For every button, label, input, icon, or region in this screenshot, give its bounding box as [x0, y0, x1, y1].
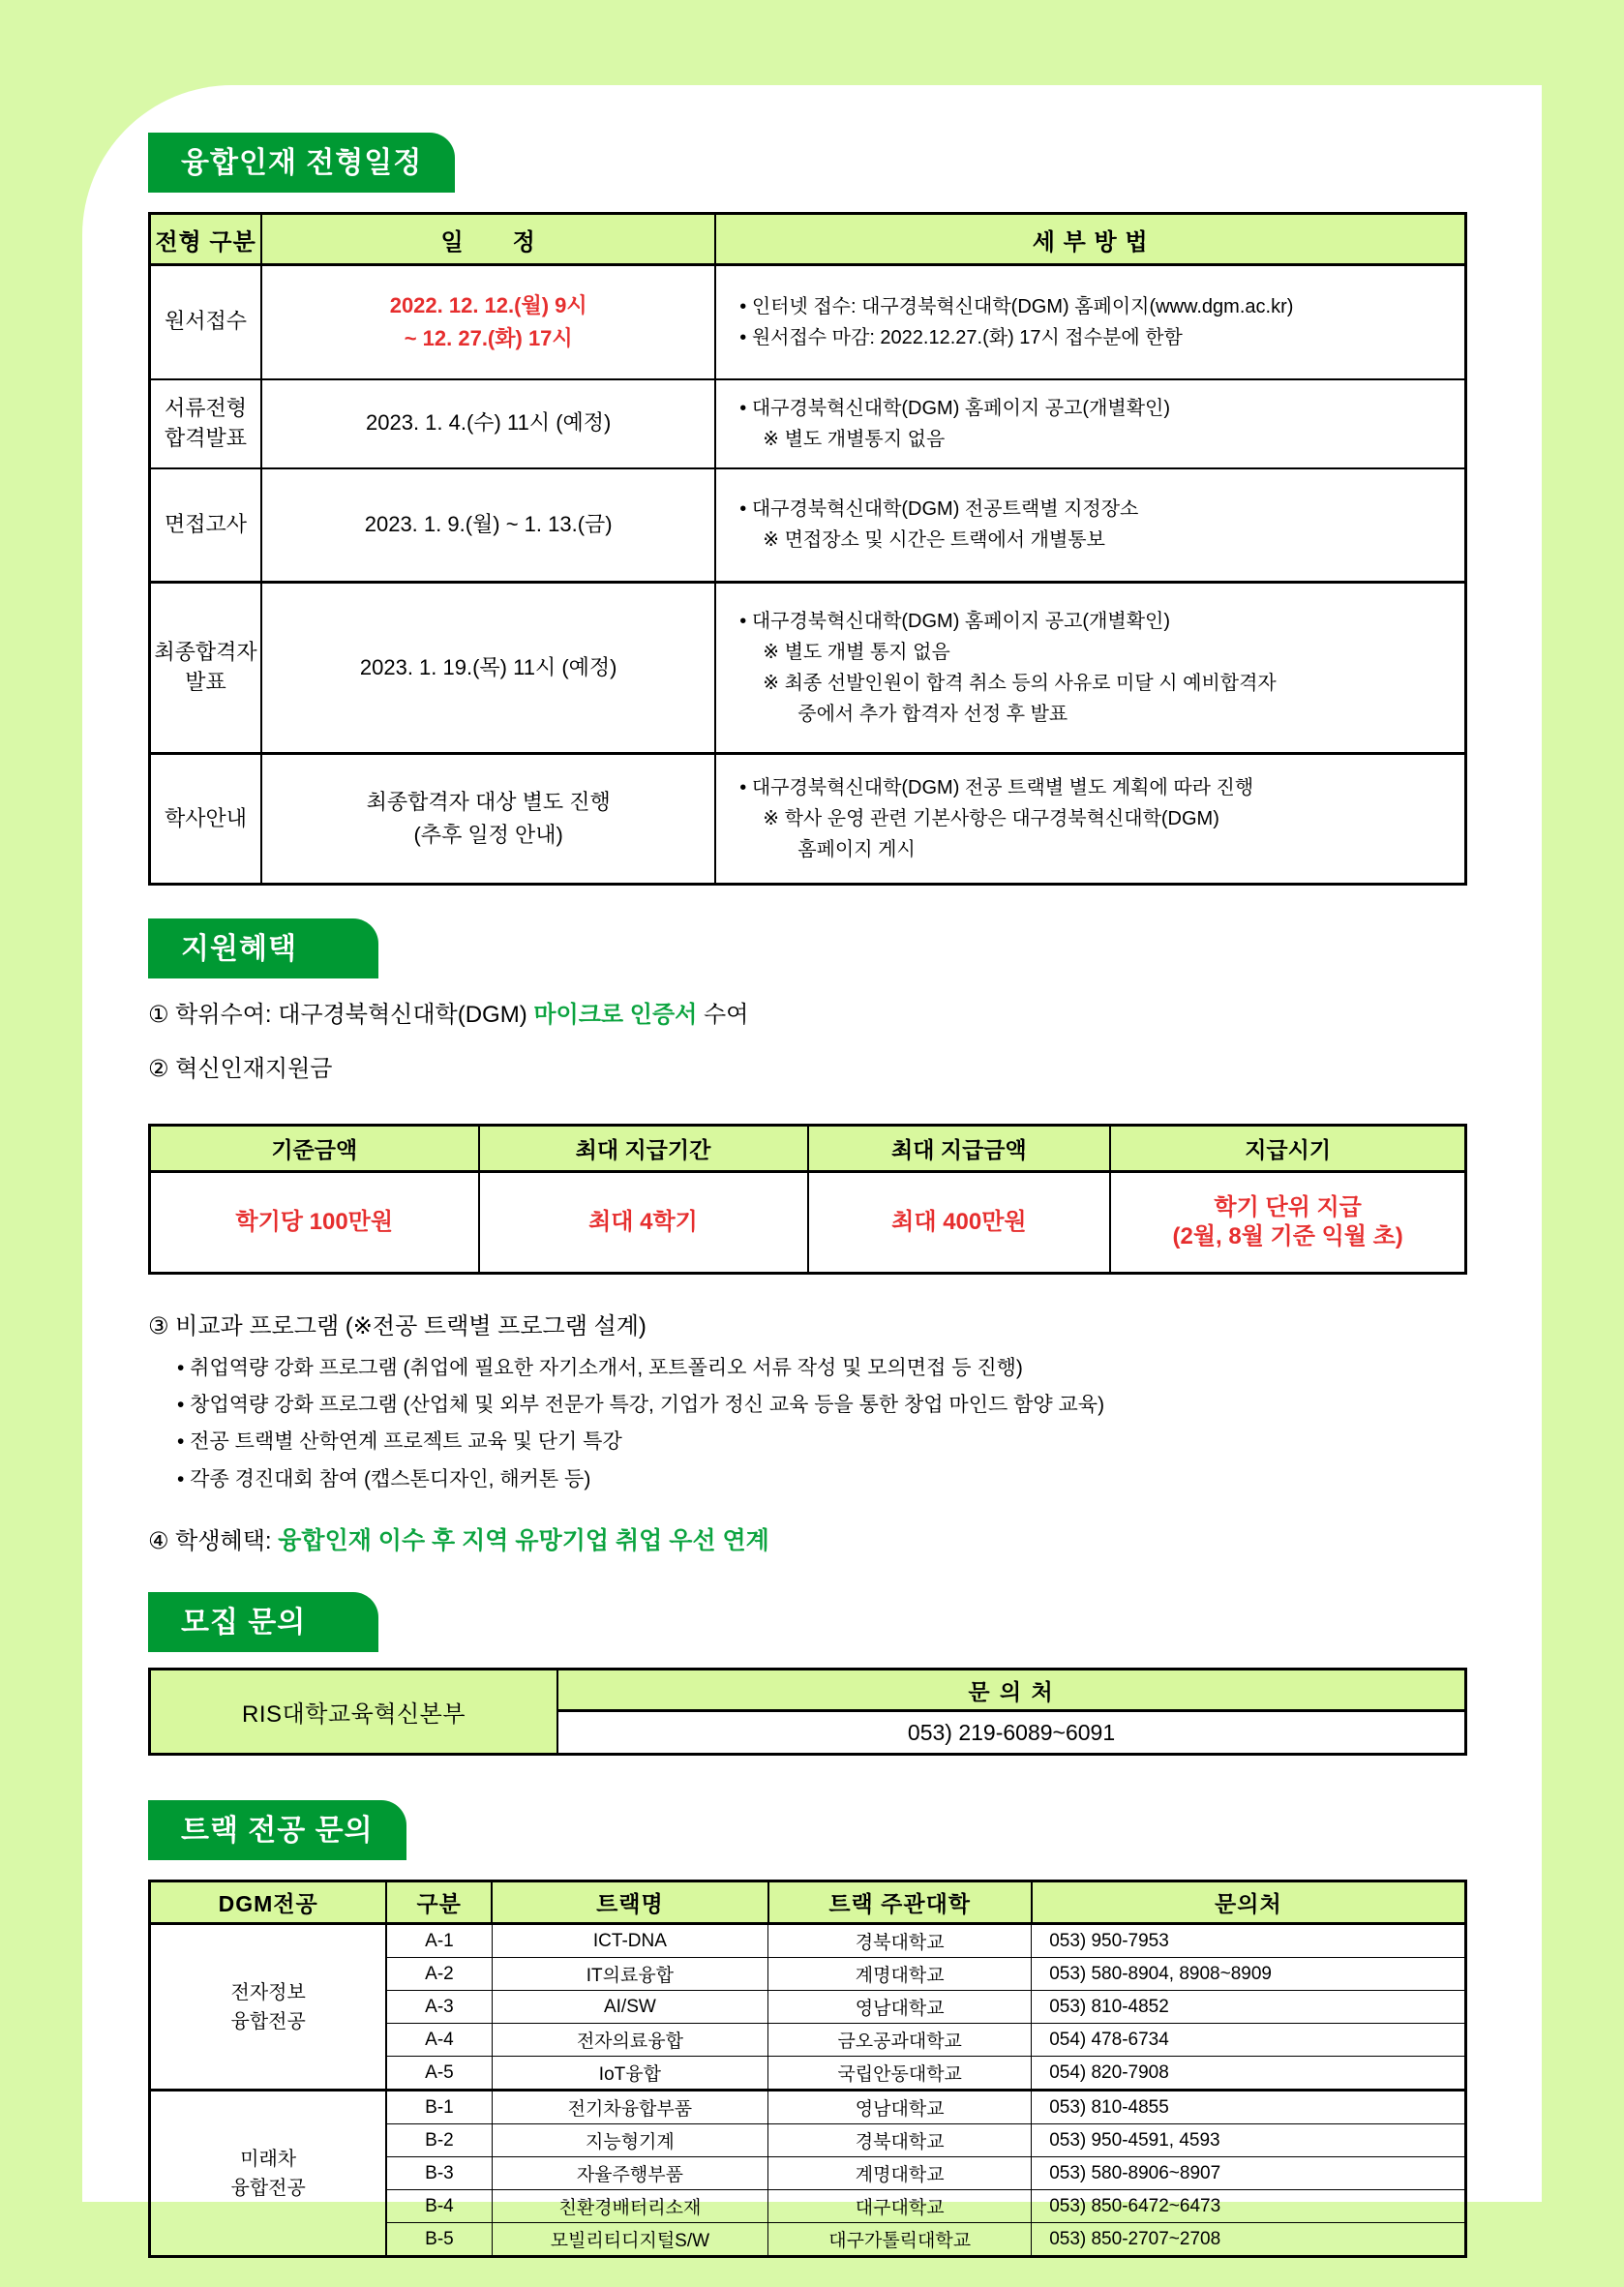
contact-phone-cell: 053) 219-6089~6091	[557, 1711, 1465, 1755]
schedule-detail-line: • 대구경북혁신대학(DGM) 홈페이지 공고(개별확인)	[739, 397, 1171, 419]
benefit-value-line: 최대 4학기	[588, 1209, 698, 1235]
tracks-header-4: 문의처	[1032, 1881, 1466, 1924]
tracks-name-cell: IT의료융합	[492, 1958, 768, 1991]
table-row	[150, 2091, 1466, 2124]
tracks-name-cell: 전기차융합부품	[492, 2091, 768, 2124]
tracks-univ-cell: 대구대학교	[768, 2190, 1032, 2223]
benefit-item-program: ③ 비교과 프로그램 (※전공 트랙별 프로그램 설계)	[148, 1313, 647, 1339]
contact-table	[148, 1668, 1467, 1756]
benefit-body	[150, 1172, 1466, 1274]
tracks-code-cell: A-5	[386, 2057, 492, 2091]
tracks-code-cell: A-3	[386, 1991, 492, 2024]
table-row	[150, 583, 1466, 754]
tracks-body	[150, 1924, 1466, 2257]
content-panel	[82, 85, 1542, 2252]
schedule-category-line: 발표	[185, 670, 226, 694]
tracks-name-cell: IoT융합	[492, 2057, 768, 2091]
schedule-date-line: 최종합격자 대상 별도 진행	[366, 789, 611, 814]
tracks-major-line: 융합전공	[230, 2177, 306, 2199]
benefit-item-degree-highlight: 마이크로 인증서	[533, 1002, 698, 1028]
tracks-phone-cell: 053) 810-4852	[1032, 1991, 1466, 2024]
benefit-item-fund: ② 혁신인재지원금	[148, 1056, 333, 1082]
benefit-value-line: 학기 단위 지급	[1214, 1194, 1362, 1220]
tracks-univ-cell: 영남대학교	[768, 1991, 1032, 2024]
section-badge-benefits: 지원혜택	[148, 918, 378, 978]
tracks-name-cell: ICT-DNA	[492, 1924, 768, 1958]
program-bullet: • 창업역량 강화 프로그램 (산업체 및 외부 전문가 특강, 기업가 정신 교육 등을 통한 창업 마인드 함양 교육)	[177, 1394, 1105, 1417]
schedule-date-line: (추후 일정 안내)	[413, 823, 563, 847]
benefit-item-student	[148, 1523, 1467, 1560]
schedule-header-row	[150, 214, 1466, 265]
table-row	[150, 754, 1466, 885]
tracks-major-line: 전자정보	[230, 1981, 306, 2003]
benefit-value-cell-3	[1110, 1172, 1465, 1274]
schedule-date-cell	[261, 754, 715, 885]
benefit-item-student-prefix: ④ 학생혜택:	[148, 1527, 279, 1554]
table-row	[150, 379, 1466, 468]
program-bullet-list	[148, 1350, 1467, 1498]
tracks-code-cell: B-3	[386, 2157, 492, 2190]
schedule-category-line: 원서접수	[165, 309, 248, 334]
schedule-category-cell	[150, 468, 262, 583]
benefit-header-3: 지급시기	[1110, 1126, 1465, 1172]
schedule-detail-line: 중에서 추가 합격자 선정 후 발표	[797, 704, 1068, 725]
tracks-header-row	[150, 1881, 1466, 1924]
tracks-univ-cell: 금오공과대학교	[768, 2024, 1032, 2057]
schedule-detail-line: • 인터넷 접수: 대구경북혁신대학(DGM) 홈페이지(www.dgm.ac.kr)	[739, 295, 1294, 317]
tracks-major-cell	[150, 1924, 387, 2091]
tracks-major-cell	[150, 2091, 387, 2257]
benefit-item-student-highlight: 융합인재 이수 후 지역 유망기업 취업 우선 연계	[278, 1526, 769, 1554]
table-row	[150, 265, 1466, 379]
content-area	[148, 85, 1467, 2258]
schedule-detail-line: ※ 학사 운영 관련 기본사항은 대구경북혁신대학(DGM)	[763, 808, 1219, 829]
tracks-code-cell: A-2	[386, 1958, 492, 1991]
tracks-code-cell: B-2	[386, 2124, 492, 2157]
tracks-header-1: 구분	[386, 1881, 492, 1924]
schedule-header-2: 세 부 방 법	[715, 214, 1465, 265]
tracks-phone-cell: 053) 580-8906~8907	[1032, 2157, 1466, 2190]
schedule-detail-line: • 대구경북혁신대학(DGM) 전공트랙별 지정장소	[739, 498, 1139, 521]
benefit-value-line: 학기당 100만원	[235, 1209, 394, 1235]
schedule-detail-line: ※ 별도 개별 통지 없음	[763, 642, 950, 663]
table-row	[150, 1924, 1466, 1958]
benefit-item-degree-prefix: ① 학위수여: 대구경북혁신대학(DGM)	[148, 1002, 534, 1028]
tracks-univ-cell: 계명대학교	[768, 1958, 1032, 1991]
program-bullet: • 각종 경진대회 참여 (캡스톤디자인, 해커톤 등)	[177, 1467, 591, 1490]
benefit-value-line: 최대 400만원	[891, 1209, 1027, 1235]
benefit-header-row	[150, 1126, 1466, 1172]
tracks-phone-cell: 053) 950-7953	[1032, 1924, 1466, 1958]
schedule-header-0: 전형 구분	[150, 214, 262, 265]
tracks-univ-cell: 경북대학교	[768, 2124, 1032, 2157]
benefit-header-0: 기준금액	[150, 1126, 479, 1172]
schedule-detail-cell	[715, 379, 1465, 468]
schedule-date-line: 2023. 1. 4.(수) 11시 (예정)	[366, 410, 612, 436]
tracks-univ-cell: 영남대학교	[768, 2091, 1032, 2124]
schedule-category-line: 합격발표	[165, 425, 248, 450]
benefit-item-degree	[148, 998, 1467, 1033]
tracks-name-cell: 친환경배터리소재	[492, 2190, 768, 2223]
tracks-name-cell: 모빌리티디지털S/W	[492, 2223, 768, 2257]
table-row	[150, 1172, 1466, 1274]
schedule-category-cell	[150, 265, 262, 379]
tracks-phone-cell: 054) 478-6734	[1032, 2024, 1466, 2057]
schedule-detail-cell	[715, 583, 1465, 754]
tracks-name-cell: 자율주행부품	[492, 2157, 768, 2190]
section-badge-schedule: 융합인재 전형일정	[148, 133, 455, 193]
benefit-value-cell-2	[808, 1172, 1111, 1274]
schedule-date-line: 2022. 12. 12.(월) 9시	[389, 292, 587, 317]
tracks-phone-cell: 053) 810-4855	[1032, 2091, 1466, 2124]
schedule-detail-line: • 원서접수 마감: 2022.12.27.(화) 17시 접수분에 한함	[739, 326, 1183, 348]
tracks-code-cell: B-1	[386, 2091, 492, 2124]
benefit-table	[148, 1124, 1467, 1275]
schedule-date-line: 2023. 1. 19.(목) 11시 (예정)	[359, 654, 617, 679]
schedule-detail-line: 홈페이지 게시	[797, 839, 916, 860]
schedule-category-line: 서류전형	[165, 395, 248, 420]
schedule-detail-cell	[715, 468, 1465, 583]
schedule-category-cell	[150, 379, 262, 468]
tracks-major-line: 미래차	[240, 2148, 297, 2170]
schedule-header-1: 일 정	[261, 214, 715, 265]
schedule-date-cell	[261, 379, 715, 468]
schedule-category-line: 학사안내	[165, 805, 248, 830]
tracks-header-3: 트랙 주관대학	[768, 1881, 1032, 1924]
contact-header-cell: 문 의 처	[557, 1670, 1465, 1711]
tracks-header-0: DGM전공	[150, 1881, 387, 1924]
tracks-table	[148, 1880, 1467, 2258]
contact-org-cell: RIS대학교육혁신본부	[150, 1670, 558, 1755]
schedule-date-cell	[261, 265, 715, 379]
tracks-univ-cell: 계명대학교	[768, 2157, 1032, 2190]
tracks-phone-cell: 054) 820-7908	[1032, 2057, 1466, 2091]
contact-body	[150, 1670, 1466, 1755]
schedule-detail-line: • 대구경북혁신대학(DGM) 홈페이지 공고(개별확인)	[739, 611, 1171, 632]
benefit-header-2: 최대 지급금액	[808, 1126, 1111, 1172]
schedule-date-cell	[261, 583, 715, 754]
schedule-date-cell	[261, 468, 715, 583]
schedule-table	[148, 212, 1467, 886]
schedule-date-line: 2023. 1. 9.(월) ~ 1. 13.(금)	[364, 512, 613, 537]
benefit-header-1: 최대 지급기간	[479, 1126, 808, 1172]
section-badge-contact: 모집 문의	[148, 1592, 378, 1652]
benefit-value-line: (2월, 8월 기준 익월 초)	[1172, 1223, 1403, 1249]
tracks-phone-cell: 053) 850-2707~2708	[1032, 2223, 1466, 2257]
tracks-phone-cell: 053) 850-6472~6473	[1032, 2190, 1466, 2223]
tracks-univ-cell: 국립안동대학교	[768, 2057, 1032, 2091]
tracks-code-cell: A-4	[386, 2024, 492, 2057]
tracks-name-cell: 지능형기계	[492, 2124, 768, 2157]
schedule-detail-cell	[715, 265, 1465, 379]
tracks-header-2: 트랙명	[492, 1881, 768, 1924]
tracks-name-cell: AI/SW	[492, 1991, 768, 2024]
tracks-code-cell: B-5	[386, 2223, 492, 2257]
tracks-code-cell: A-1	[386, 1924, 492, 1958]
benefit-item-degree-suffix: 수여	[697, 1002, 749, 1028]
table-row	[150, 1670, 1466, 1711]
schedule-body	[150, 265, 1466, 885]
schedule-detail-line: ※ 별도 개별통지 없음	[763, 428, 946, 450]
schedule-category-cell	[150, 754, 262, 885]
table-row	[150, 468, 1466, 583]
tracks-phone-cell: 053) 950-4591, 4593	[1032, 2124, 1466, 2157]
schedule-date-line: ~ 12. 27.(화) 17시	[404, 325, 573, 350]
benefit-value-cell-0	[150, 1172, 479, 1274]
tracks-univ-cell: 대구가톨릭대학교	[768, 2223, 1032, 2257]
benefit-value-cell-1	[479, 1172, 808, 1274]
schedule-category-line: 최종합격자	[154, 640, 257, 665]
program-bullet: • 취업역량 강화 프로그램 (취업에 필요한 자기소개서, 포트폴리오 서류 작성 및 모의면접 등 진행)	[177, 1357, 1023, 1379]
tracks-major-line: 융합전공	[230, 2010, 306, 2032]
tracks-name-cell: 전자의료융합	[492, 2024, 768, 2057]
schedule-detail-line: • 대구경북혁신대학(DGM) 전공 트랙별 별도 계획에 따라 진행	[739, 777, 1254, 798]
program-bullet: • 전공 트랙별 산학연계 프로젝트 교육 및 단기 특강	[177, 1430, 622, 1454]
tracks-phone-cell: 053) 580-8904, 8908~8909	[1032, 1958, 1466, 1991]
schedule-detail-cell	[715, 754, 1465, 885]
tracks-univ-cell: 경북대학교	[768, 1924, 1032, 1958]
section-badge-tracks: 트랙 전공 문의	[148, 1800, 406, 1860]
schedule-category-cell	[150, 583, 262, 754]
tracks-code-cell: B-4	[386, 2190, 492, 2223]
schedule-detail-line: ※ 최종 선발인원이 합격 취소 등의 사유로 미달 시 예비합격자	[763, 673, 1277, 694]
schedule-detail-line: ※ 면접장소 및 시간은 트랙에서 개별통보	[763, 529, 1105, 552]
schedule-category-line: 면접고사	[165, 511, 248, 536]
